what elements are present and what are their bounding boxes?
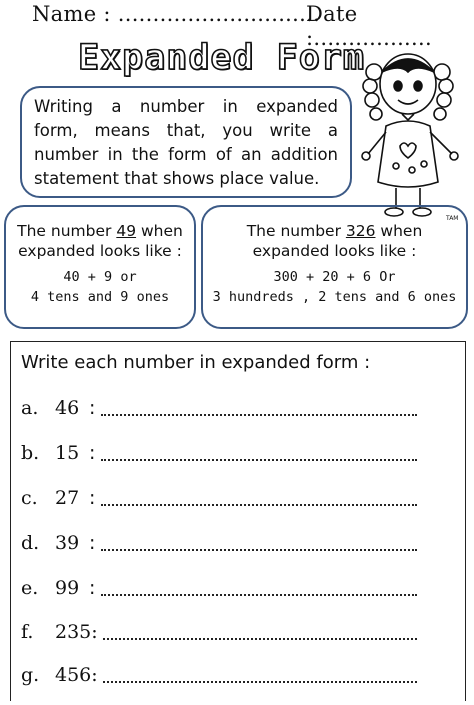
example-line: The number 326 when xyxy=(246,222,423,240)
example-line: The number 49 when xyxy=(17,222,183,240)
practice-row: b. 15 : xyxy=(21,442,457,472)
example-326-box xyxy=(201,205,468,329)
watermark-text: TAM xyxy=(446,215,459,222)
example-calc: 3 hundreds , 2 tens and 6 ones xyxy=(212,289,457,305)
answer-line[interactable] xyxy=(103,681,417,683)
intro-line: statement that shows place value. xyxy=(34,169,320,188)
practice-number: 27 xyxy=(55,487,80,509)
girl-illustration-icon xyxy=(356,42,464,222)
practice-number: 39 xyxy=(55,532,80,554)
date-field-label: Date :................. xyxy=(306,2,432,50)
example-number: 49 xyxy=(116,222,137,240)
practice-number: 15 xyxy=(55,442,80,464)
example-calc: 300 + 20 + 6 Or xyxy=(273,269,396,285)
practice-section xyxy=(10,341,466,701)
page-title: Expanded Form xyxy=(78,38,365,78)
practice-row: c. 27 : xyxy=(21,487,457,517)
practice-row: a. 46 : xyxy=(21,397,457,427)
practice-number: 46 xyxy=(55,397,80,419)
answer-line[interactable] xyxy=(101,549,417,551)
practice-number: 456: xyxy=(55,664,98,686)
answer-line[interactable] xyxy=(101,504,417,506)
practice-row: g. 456: xyxy=(21,664,457,694)
example-49-box xyxy=(4,205,196,329)
practice-row: d. 39 : xyxy=(21,532,457,562)
practice-number: 99 xyxy=(55,577,80,599)
answer-line[interactable] xyxy=(101,459,417,461)
intro-definition-box xyxy=(20,86,352,198)
answer-line[interactable] xyxy=(101,414,417,416)
example-number: 326 xyxy=(345,222,376,240)
practice-number: 235: xyxy=(55,621,98,643)
example-calc: 40 + 9 or xyxy=(63,269,137,285)
name-field-label: Name : ............................. xyxy=(32,2,321,26)
intro-line: Writing a number in expanded xyxy=(34,97,338,116)
practice-title: Write each number in expanded form : xyxy=(21,352,371,373)
example-line: expanded looks like : xyxy=(252,242,417,260)
example-calc: 4 tens and 9 ones xyxy=(30,289,170,305)
example-line: expanded looks like : xyxy=(18,242,182,260)
practice-row: e. 99 : xyxy=(21,577,457,607)
answer-line[interactable] xyxy=(103,638,417,640)
answer-line[interactable] xyxy=(101,594,417,596)
intro-line: number in the form of an addition xyxy=(34,145,338,164)
practice-row: f. 235: xyxy=(21,621,457,651)
intro-line: form, means that, you write a xyxy=(34,121,338,140)
